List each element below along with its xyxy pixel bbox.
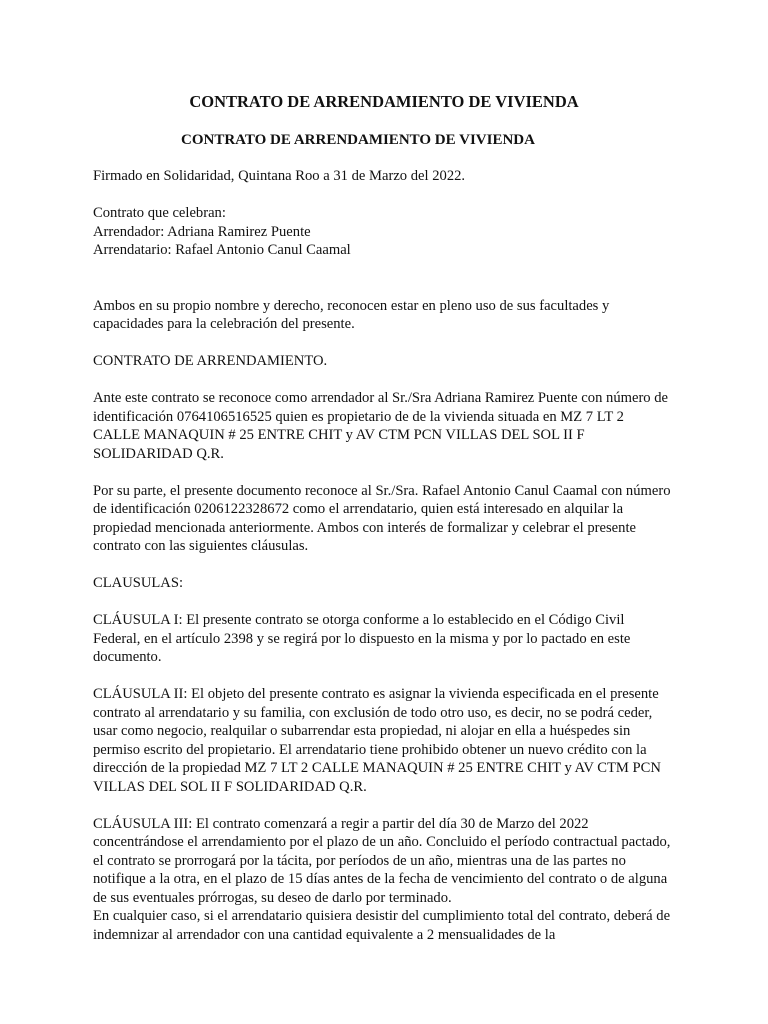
paragraph-heading-clauses: CLAUSULAS: — [93, 575, 184, 591]
paragraph-signature-place-date: Firmado en Solidaridad, Quintana Roo a 31 de Marzo del 2022. — [93, 168, 466, 184]
paragraph-clause-2: CLÁUSULA II: El objeto del presente contrato es asignar la vivienda especificada en el presente contrato al arrendatario y su familia, con exclusión de todo otro uso, es decir, no se podrá ceder, usar como negocio, realquilar o subarrendar esta propiedad, ni alojar en ella a huéspedes sin permiso escrito del propietario. El arrendatario tiene prohibido obtener un nuevo crédito con la dirección de la propiedad MZ 7 LT 2 CALLE MANAQUIN # 25 ENTRE CHIT y AV CTM PCN VILLAS DEL SOL II F SOLIDARIDAD Q.R. — [93, 686, 661, 795]
paragraph-heading-contract: CONTRATO DE ARRENDAMIENTO. — [93, 353, 328, 369]
paragraph-parties: Contrato que celebran: Arrendador: Adriana Ramirez Puente Arrendatario: Rafael Antonio Canul Caamal — [93, 205, 351, 258]
paragraph-tenant: Por su parte, el presente documento reconoce al Sr./Sra. Rafael Antonio Canul Caamal con número de identificación 0206122328672 como el arrendatario, quien está interesado en alquilar la propiedad mencionada anteriormente. Ambos con interés de formalizar y celebrar el presente contrato con las siguientes cláusulas. — [93, 482, 671, 554]
document-body — [93, 167, 673, 944]
paragraph-capacity: Ambos en su propio nombre y derecho, reconocen estar en pleno uso de sus facultades y capacidades para la celebración del presente. — [93, 297, 610, 332]
document-title: CONTRATO DE ARRENDAMIENTO DE VIVIENDA — [189, 92, 579, 111]
paragraph-clause-1: CLÁUSULA I: El presente contrato se otorga conforme a lo establecido en el Código Civil Federal, en el artículo 2398 y se regirá por lo dispuesto en la misma y por lo pactado en este documento. — [93, 612, 631, 665]
paragraph-clause-3: CLÁUSULA III: El contrato comenzará a regir a partir del día 30 de Marzo del 2022 concentrándose el arrendamiento por el plazo de un año. Concluido el período contractual pactado, el contrato se prorrogará por la tácita, por períodos de un año, mientras una de las partes no notifique a la otra, en el plazo de 15 días antes de la fecha de vencimiento del contrato o de alguna de sus eventuales prórrogas, su deseo de darlo por terminado. — [93, 815, 671, 906]
paragraph-clause-3-continued: En cualquier caso, si el arrendatario quisiera desistir del cumplimiento total del contrato, deberá de indemnizar al arrendador con una cantidad equivalente a 2 mensualidades de la — [93, 908, 671, 943]
document-subtitle: CONTRATO DE ARRENDAMIENTO DE VIVIENDA — [181, 132, 535, 148]
paragraph-landlord: Ante este contrato se reconoce como arrendador al Sr./Sra Adriana Ramirez Puente con número de identificación 0764106516525 quien es propietario de de la vivienda situada en MZ 7 LT 2 CALLE MANAQUIN # 25 ENTRE CHIT y AV CTM PCN VILLAS DEL SOL II F SOLIDARIDAD Q.R. — [93, 390, 669, 462]
